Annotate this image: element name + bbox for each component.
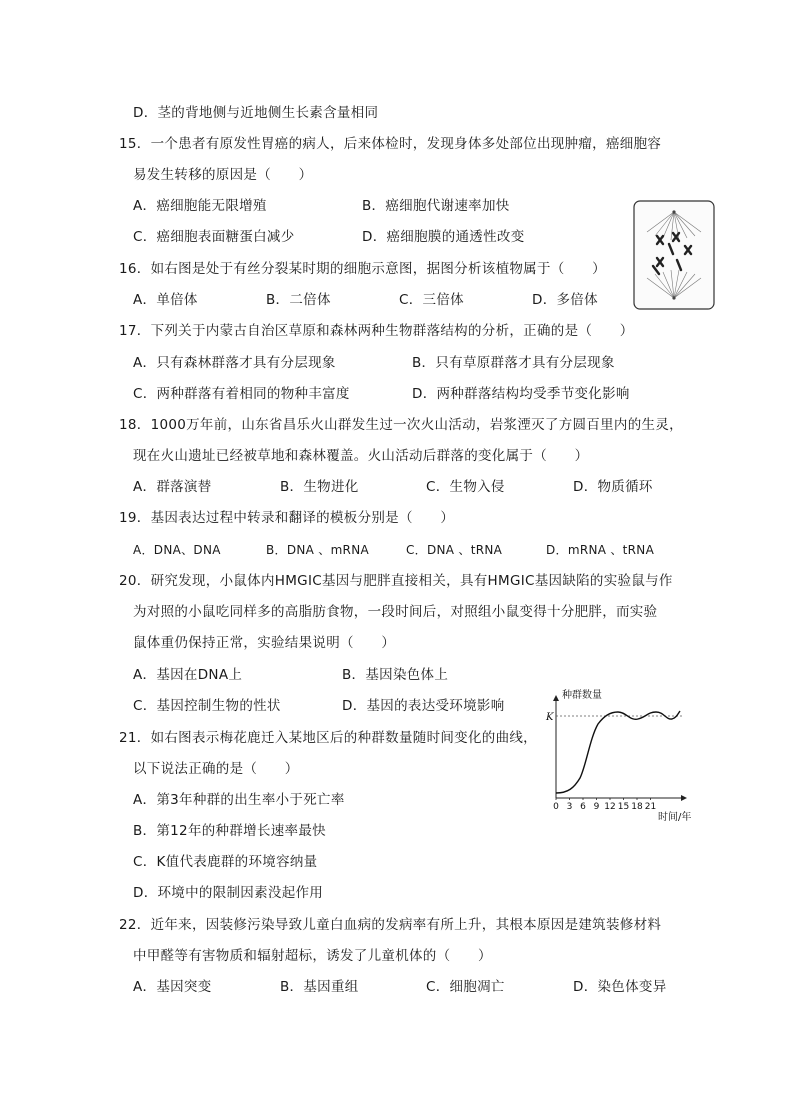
q18-stem-line1: 18．1000万年前，山东省昌乐火山群发生过一次火山活动，岩浆湮灭了方圆百里内的生灵， [119, 417, 683, 433]
q19-option-b: B．DNA 、mRNA [266, 543, 369, 557]
population-curve [556, 711, 680, 793]
q22-option-b: B．基因重组 [280, 979, 359, 995]
q21-option-d: D．环境中的限制因素没起作用 [133, 885, 324, 901]
q17-option-b: B．只有草原群落才具有分层现象 [412, 355, 615, 371]
q16-option-b: B．二倍体 [266, 292, 331, 308]
q15-option-a: A．癌细胞能无限增殖 [133, 198, 267, 214]
q15-stem-line2: 易发生转移的原因是（ ） [133, 167, 313, 183]
q20-option-b: B．基因染色体上 [342, 667, 449, 683]
q20-stem-line3: 鼠体重仍保持正常，实验结果说明（ ） [133, 635, 396, 651]
q20-stem-line1: 20．研究发现，小鼠体内HMGIC基因与肥胖直接相关，具有HMGIC基因缺陷的实验鼠与作 [119, 573, 673, 589]
x-tick-label: 9 [593, 802, 600, 812]
cell-division-figure [633, 200, 715, 310]
q15-option-d: D．癌细胞膜的通透性改变 [362, 229, 525, 245]
q19-stem-line1: 19．基因表达过程中转录和翻译的模板分别是（ ） [119, 510, 455, 526]
q20-option-c: C．基因控制生物的性状 [133, 698, 281, 714]
q18-stem-line2: 现在火山遗址已经被草地和森林覆盖。火山活动后群落的变化属于（ ） [133, 448, 589, 464]
population-growth-graph [544, 688, 694, 824]
q20-stem-line2: 为对照的小鼠吃同样多的高脂肪食物，一段时间后，对照组小鼠变得十分肥胖，而实验 [133, 604, 658, 620]
q16-option-c: C．三倍体 [399, 292, 464, 308]
q15-option-c: C．癌细胞表面糖蛋白减少 [133, 229, 295, 245]
q21-stem-line2: 以下说法正确的是（ ） [133, 761, 299, 777]
q15-option-b: B．癌细胞代谢速率加快 [362, 198, 510, 214]
q16-option-a: A．单倍体 [133, 292, 198, 308]
q17-option-c: C．两种群落有着相同的物种丰富度 [133, 386, 350, 402]
q17-option-a: A．只有森林群落才具有分层现象 [133, 355, 336, 371]
x-tick-label: 21 [644, 802, 657, 812]
x-tick-label: 0 [553, 802, 559, 812]
q22-option-a: A．基因突变 [133, 979, 212, 995]
q22-stem-line2: 中甲醛等有害物质和辐射超标，诱发了儿童机体的（ ） [133, 948, 492, 964]
q18-option-d: D．物质循环 [573, 479, 653, 495]
x-tick-label: 12 [604, 802, 616, 812]
q22-option-d: D．染色体变异 [573, 979, 667, 995]
x-tick-label: 3 [566, 802, 573, 812]
graph-k-label: K [546, 712, 554, 723]
q21-option-a: A．第3年种群的出生率小于死亡率 [133, 792, 345, 808]
q17-option-d: D．两种群落结构均受季节变化影响 [412, 386, 630, 402]
graph-ylabel: 种群数量 [562, 690, 602, 701]
q20-option-d: D．基因的表达受环境影响 [342, 698, 505, 714]
q20-option-a: A．基因在DNA上 [133, 667, 243, 683]
q18-option-c: C．生物入侵 [426, 479, 505, 495]
x-tick-label: 18 [631, 802, 643, 812]
q18-option-b: B．生物进化 [280, 479, 359, 495]
q21-option-c: C．K值代表鹿群的环境容纳量 [133, 854, 318, 870]
q22-option-c: C．细胞凋亡 [426, 979, 505, 995]
q19-option-a: A．DNA、DNA [133, 543, 221, 557]
q16-stem-line1: 16．如右图是处于有丝分裂某时期的细胞示意图，据图分析该植物属于（ ） [119, 261, 606, 277]
q21-stem-line1: 21．如右图表示梅花鹿迁入某地区后的种群数量随时间变化的曲线， [119, 730, 537, 746]
q14-option-d: D．茎的背地侧与近地侧生长素含量相同 [133, 105, 379, 121]
q21-option-b: B．第12年的种群增长速率最快 [133, 823, 326, 839]
q19-option-d: D．mRNA 、tRNA [546, 543, 655, 557]
q22-stem-line1: 22．近年来，因装修污染导致儿童白血病的发病率有所上升，其根本原因是建筑装修材料 [119, 917, 662, 933]
q16-option-d: D．多倍体 [532, 292, 598, 308]
x-tick-label: 6 [580, 802, 586, 812]
q18-option-a: A．群落演替 [133, 479, 212, 495]
graph-xlabel: 时间/年 [658, 812, 692, 823]
q17-stem-line1: 17．下列关于内蒙古自治区草原和森林两种生物群落结构的分析，正确的是（ ） [119, 323, 634, 339]
q15-stem-line1: 15．一个患者有原发性胃癌的病人，后来体检时，发现身体多处部位出现肿瘤，癌细胞容 [119, 136, 662, 152]
q19-option-c: C．DNA 、tRNA [406, 543, 503, 557]
x-tick-label: 15 [617, 802, 630, 812]
